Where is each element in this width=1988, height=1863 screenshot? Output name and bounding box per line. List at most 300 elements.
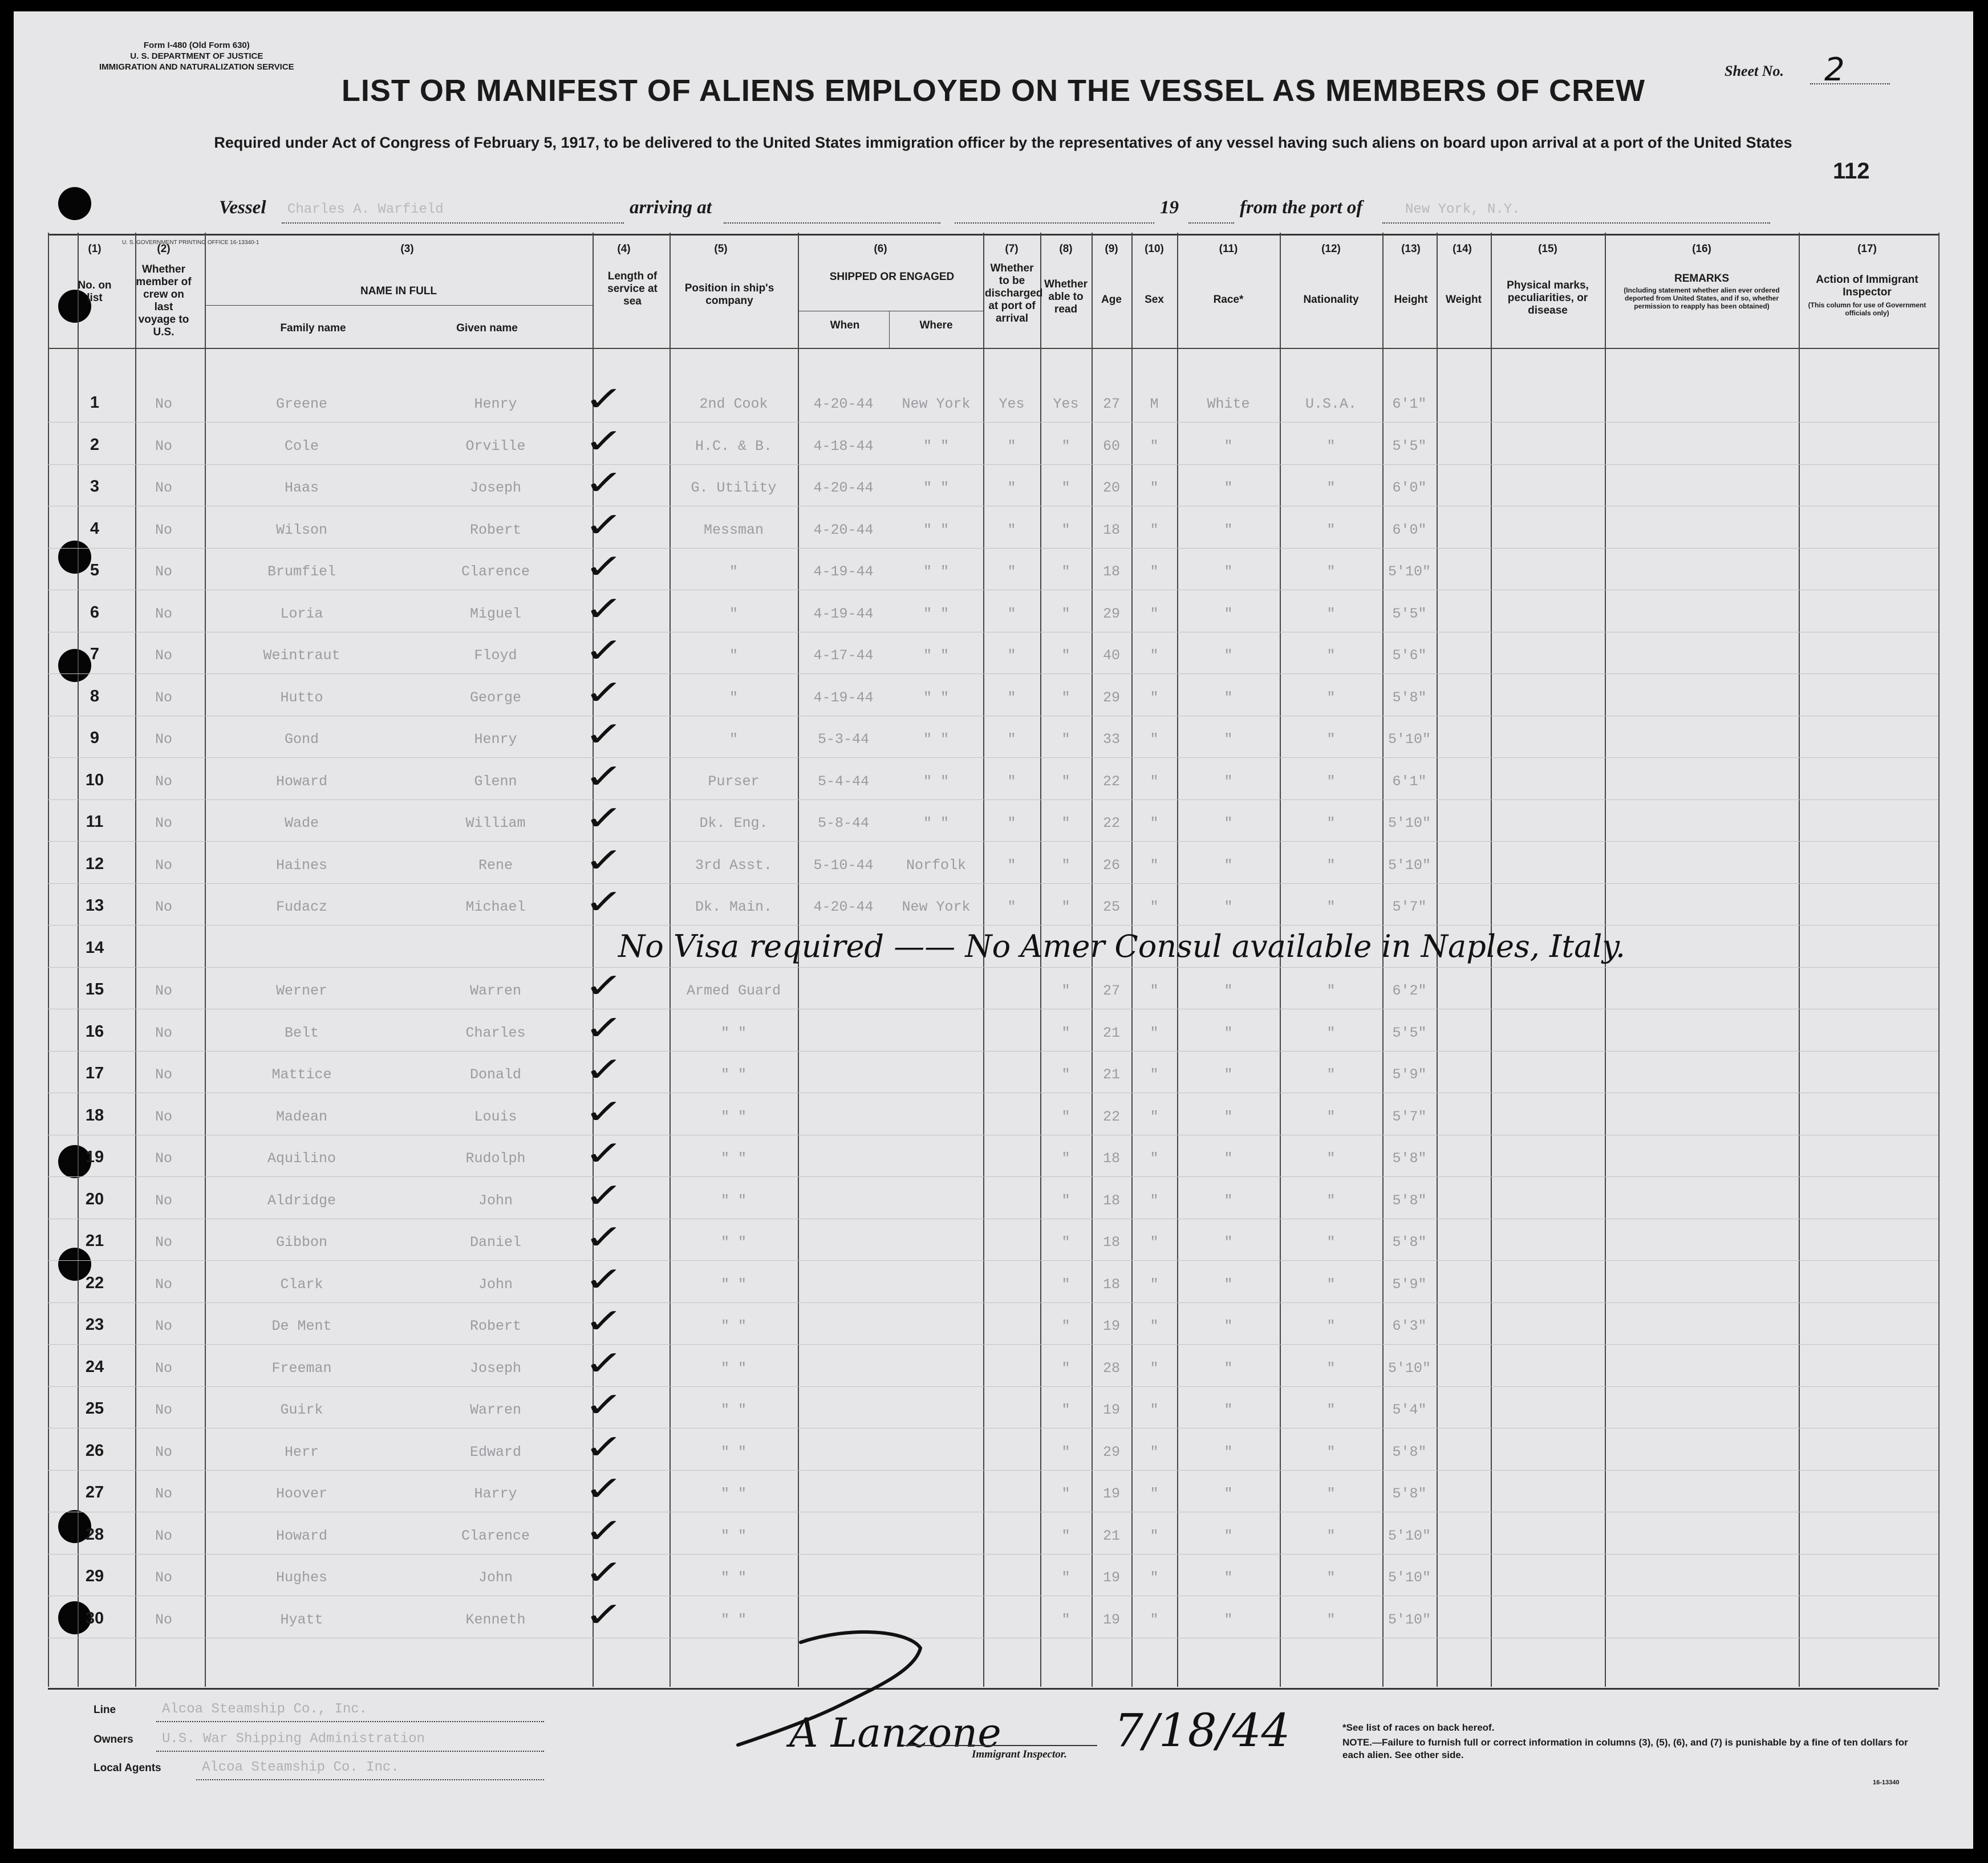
row-number: 9	[90, 729, 100, 747]
family-name-cell: Greene	[275, 396, 327, 412]
header-sex: Sex	[1145, 294, 1164, 306]
form-subtitle: Required under Act of Congress of February 5, 1917, to be delivered to the United States immigration officer by the representatives of any vessel having such aliens on board upon arrival at a port of the United States	[214, 134, 1792, 151]
nationality-cell: U.S.A.	[1305, 396, 1357, 412]
header-discharged: Whether to be discharged at port of arrival	[985, 262, 1043, 324]
header-when: When	[830, 319, 860, 331]
sex-cell: "	[1150, 1402, 1159, 1418]
arrival-date-line	[955, 222, 1154, 224]
height-cell: 5'8"	[1392, 689, 1427, 706]
nationality-cell: "	[1326, 437, 1336, 454]
race-cell: "	[1224, 1527, 1233, 1544]
discharged-cell: "	[1007, 563, 1016, 580]
last-voyage-cell: No	[155, 857, 172, 874]
sex-cell: "	[1150, 480, 1159, 496]
row-number: 8	[90, 687, 100, 705]
row-number: 28	[85, 1525, 104, 1544]
family-name-cell: Hughes	[275, 1569, 327, 1586]
height-cell: 5'5"	[1392, 605, 1427, 622]
discharged-cell: "	[1007, 480, 1016, 496]
line-value: Alcoa Steamship Co., Inc.	[162, 1702, 368, 1717]
sex-cell: "	[1150, 647, 1159, 664]
race-cell: "	[1224, 1402, 1233, 1418]
age-cell: 33	[1102, 731, 1120, 748]
shipped-when-cell: 4-18-44	[813, 437, 874, 454]
header-height: Height	[1394, 294, 1428, 306]
given-name-cell: Henry	[474, 396, 517, 412]
service-check-mark: ✓	[583, 1385, 624, 1425]
row-number: 3	[90, 477, 100, 496]
able-to-read-cell: "	[1061, 983, 1070, 999]
nationality-cell: "	[1326, 647, 1336, 664]
local-agents-label: Local Agents	[94, 1762, 161, 1774]
able-to-read-cell: "	[1061, 773, 1070, 790]
row-number: 24	[85, 1357, 104, 1376]
header-family-name: Family name	[280, 322, 346, 334]
race-cell: "	[1224, 480, 1233, 496]
header-length-of-service: Length of service at sea	[607, 270, 658, 307]
row-rule	[48, 757, 1938, 758]
shipped-where-cell: " "	[923, 647, 949, 664]
discharged-cell: "	[1007, 437, 1016, 454]
from-port-label: from the port of	[1240, 197, 1363, 218]
header-shipped-or-engaged: SHIPPED OR ENGAGED	[829, 271, 955, 283]
row-rule	[48, 673, 1938, 674]
sex-cell: "	[1150, 1234, 1159, 1251]
sex-cell: "	[1150, 605, 1159, 622]
discharged-cell: "	[1007, 605, 1016, 622]
race-cell: "	[1224, 1443, 1233, 1460]
service-check-mark: ✓	[583, 882, 624, 922]
line-underline	[156, 1721, 544, 1722]
shipped-when-cell: 4-20-44	[813, 899, 874, 915]
col-2-number: (2)	[157, 243, 171, 255]
height-cell: 6'0"	[1392, 521, 1427, 538]
position-cell: 2nd Cook	[699, 396, 768, 412]
row-number: 14	[85, 938, 104, 957]
row-number: 6	[90, 603, 100, 622]
able-to-read-cell: "	[1061, 605, 1070, 622]
age-cell: 19	[1102, 1611, 1120, 1628]
able-to-read-cell: "	[1061, 1192, 1070, 1209]
from-port-line	[1382, 222, 1770, 224]
last-voyage-cell: No	[155, 396, 172, 412]
position-cell: " "	[720, 1527, 746, 1544]
service-check-mark: ✓	[583, 1511, 624, 1551]
age-cell: 20	[1102, 480, 1120, 496]
shipped-where-cell: " "	[923, 731, 949, 748]
last-voyage-cell: No	[155, 1527, 172, 1544]
col-5-number: (5)	[714, 243, 728, 255]
position-cell: " "	[720, 1234, 746, 1251]
header-inspector-action: Action of Immigrant Inspector	[1816, 274, 1918, 298]
sex-cell: "	[1150, 1276, 1159, 1293]
age-cell: 29	[1102, 1443, 1120, 1460]
position-cell: Dk. Eng.	[699, 815, 768, 831]
service-check-mark: ✓	[583, 505, 624, 545]
height-cell: 5'10"	[1387, 1611, 1431, 1628]
service-check-mark: ✓	[583, 1427, 624, 1467]
row-number: 19	[85, 1148, 104, 1166]
nationality-cell: "	[1326, 731, 1336, 748]
service-check-mark: ✓	[583, 966, 624, 1006]
row-number: 16	[85, 1022, 104, 1041]
last-voyage-cell: No	[155, 1402, 172, 1418]
able-to-read-cell: "	[1061, 1443, 1070, 1460]
row-number: 7	[90, 645, 100, 663]
header-remarks-note: (Including statement whether alien ever ordered deported from United States, and if so, whether permission to reapply has been obtained)	[1624, 286, 1780, 310]
family-name-cell: Aldridge	[267, 1192, 336, 1209]
discharged-cell: "	[1007, 815, 1016, 831]
family-name-cell: Clark	[280, 1276, 323, 1293]
height-cell: 5'10"	[1387, 1527, 1431, 1544]
handwritten-visa-note: No Visa required —— No Amer Consul available in Naples, Italy.	[618, 928, 1626, 964]
nationality-cell: "	[1326, 1066, 1336, 1083]
service-check-mark: ✓	[583, 798, 624, 838]
discharged-cell: "	[1007, 731, 1016, 748]
col-11-number: (11)	[1219, 243, 1238, 255]
able-to-read-cell: "	[1061, 1066, 1070, 1083]
age-cell: 22	[1102, 815, 1120, 831]
form-code: 16-13340	[1873, 1779, 1900, 1786]
shipped-where-cell: " "	[923, 815, 949, 831]
form-title: LIST OR MANIFEST OF ALIENS EMPLOYED ON THE VESSEL AS MEMBERS OF CREW	[341, 74, 1646, 108]
age-cell: 29	[1102, 605, 1120, 622]
age-cell: 22	[1102, 773, 1120, 790]
shipped-when-cell: 4-19-44	[813, 689, 874, 706]
races-note: *See list of races on back hereof.	[1342, 1722, 1495, 1733]
service-check-mark: ✓	[583, 1217, 624, 1257]
able-to-read-cell: "	[1061, 1402, 1070, 1418]
nationality-cell: "	[1326, 1318, 1336, 1334]
able-to-read-cell: "	[1061, 1234, 1070, 1251]
discharged-cell: "	[1007, 689, 1016, 706]
last-voyage-cell: No	[155, 689, 172, 706]
local-agents-underline	[196, 1779, 544, 1780]
discharged-cell: "	[1007, 857, 1016, 874]
vessel-name-line	[282, 222, 624, 224]
shipped-where-cell: " "	[923, 689, 949, 706]
discharged-cell: Yes	[999, 396, 1025, 412]
inspector-signature: A Lanzone	[789, 1710, 1001, 1756]
height-cell: 6'1"	[1392, 396, 1427, 412]
row-number: 23	[85, 1316, 104, 1334]
last-voyage-cell: No	[155, 1276, 172, 1293]
row-number: 17	[85, 1064, 104, 1082]
last-voyage-cell: No	[155, 1150, 172, 1167]
family-name-cell: Hutto	[280, 689, 323, 706]
handwritten-date: 7/18/44	[1114, 1704, 1291, 1757]
shipped-where-cell: " "	[923, 605, 949, 622]
family-name-cell: Aquilino	[267, 1150, 336, 1167]
service-check-mark: ✓	[583, 1008, 624, 1048]
family-name-cell: Hyatt	[280, 1611, 323, 1628]
header-name-in-full: NAME IN FULL	[360, 285, 437, 297]
height-cell: 5'10"	[1387, 1359, 1431, 1377]
last-voyage-cell: No	[155, 1359, 172, 1377]
age-cell: 18	[1102, 563, 1120, 580]
last-voyage-cell: No	[155, 480, 172, 496]
height-cell: 5'7"	[1392, 1108, 1427, 1125]
able-to-read-cell: "	[1061, 480, 1070, 496]
row-rule	[48, 1344, 1938, 1345]
row-rule	[48, 883, 1938, 884]
family-name-cell: Haines	[275, 857, 327, 874]
sex-cell: "	[1150, 1192, 1159, 1209]
race-cell: "	[1224, 521, 1233, 538]
able-to-read-cell: "	[1061, 1318, 1070, 1334]
given-name-cell: Joseph	[469, 480, 521, 496]
position-cell: G. Utility	[691, 480, 777, 496]
family-name-cell: De Ment	[271, 1318, 332, 1334]
col-7-number: (7)	[1005, 243, 1019, 255]
sex-cell: "	[1150, 1066, 1159, 1083]
able-to-read-cell: "	[1061, 1527, 1070, 1544]
shipped-subheader-divider	[798, 311, 799, 348]
position-cell: "	[729, 563, 738, 580]
race-cell: "	[1224, 899, 1233, 915]
given-name-cell: John	[478, 1192, 513, 1209]
shipped-when-cell: 4-19-44	[813, 605, 874, 622]
shipped-when-cell: 4-20-44	[813, 521, 874, 538]
given-name-cell: William	[465, 815, 526, 831]
header-given-name: Given name	[456, 322, 518, 334]
family-name-cell: Cole	[284, 437, 319, 454]
service-check-mark: ✓	[583, 588, 624, 629]
nationality-cell: "	[1326, 1527, 1336, 1544]
able-to-read-cell: Yes	[1053, 396, 1079, 412]
header-bottom-border	[48, 348, 1938, 349]
nationality-cell: "	[1326, 563, 1336, 580]
row-rule	[48, 925, 1938, 926]
age-cell: 27	[1102, 983, 1120, 999]
position-cell: " "	[720, 1276, 746, 1293]
last-voyage-cell: No	[155, 1234, 172, 1251]
nationality-cell: "	[1326, 689, 1336, 706]
position-cell: Armed Guard	[686, 983, 781, 999]
family-name-cell: Werner	[275, 983, 327, 999]
sex-cell: M	[1150, 396, 1159, 412]
sex-cell: "	[1150, 563, 1159, 580]
shipped-where-cell: " "	[923, 480, 949, 496]
able-to-read-cell: "	[1061, 899, 1070, 915]
row-number: 4	[90, 519, 100, 538]
race-cell: "	[1224, 1192, 1233, 1209]
row-number: 18	[85, 1106, 104, 1125]
last-voyage-cell: No	[155, 605, 172, 622]
race-cell: "	[1224, 1485, 1233, 1502]
shipped-where-cell: " "	[923, 563, 949, 580]
family-name-cell: Freeman	[271, 1359, 332, 1377]
last-voyage-cell: No	[155, 815, 172, 831]
nationality-cell: "	[1326, 1443, 1336, 1460]
row-number: 2	[90, 435, 100, 454]
age-cell: 18	[1102, 1234, 1120, 1251]
race-cell: "	[1224, 1150, 1233, 1167]
row-number: 27	[85, 1483, 104, 1501]
owners-value: U.S. War Shipping Administration	[162, 1731, 425, 1747]
nationality-cell: "	[1326, 1359, 1336, 1377]
sex-cell: "	[1150, 1611, 1159, 1628]
col-16-number: (16)	[1692, 243, 1711, 255]
family-name-cell: Howard	[275, 773, 327, 790]
age-cell: 18	[1102, 521, 1120, 538]
given-name-cell: George	[469, 689, 521, 706]
row-rule	[48, 548, 1938, 549]
form-number: Form I-480 (Old Form 630)	[143, 40, 250, 50]
family-name-cell: Wade	[284, 815, 319, 831]
able-to-read-cell: "	[1061, 647, 1070, 664]
nationality-cell: "	[1326, 1402, 1336, 1418]
age-cell: 19	[1102, 1569, 1120, 1586]
height-cell: 5'7"	[1392, 899, 1427, 915]
shipped-when-cell: 4-19-44	[813, 563, 874, 580]
service-check-mark: ✓	[583, 715, 624, 754]
family-name-cell: Haas	[284, 480, 319, 496]
service-check-mark: ✓	[583, 463, 624, 503]
row-number: 13	[85, 896, 104, 915]
height-cell: 5'4"	[1392, 1402, 1427, 1418]
age-cell: 19	[1102, 1318, 1120, 1334]
race-cell: "	[1224, 1234, 1233, 1251]
discharged-cell: "	[1007, 521, 1016, 538]
nationality-cell: "	[1326, 1611, 1336, 1628]
given-name-cell: Louis	[474, 1108, 517, 1125]
sex-cell: "	[1150, 1359, 1159, 1377]
service-check-mark: ✓	[583, 1301, 624, 1341]
race-cell: "	[1224, 1024, 1233, 1041]
last-voyage-cell: No	[155, 647, 172, 664]
race-cell: "	[1224, 1359, 1233, 1377]
given-name-cell: Rudolph	[465, 1150, 526, 1167]
col-14-number: (14)	[1453, 243, 1472, 255]
last-voyage-cell: No	[155, 437, 172, 454]
service-check-mark: ✓	[583, 672, 624, 713]
sheet-number: 2	[1824, 51, 1845, 88]
height-cell: 5'6"	[1392, 647, 1427, 664]
row-number: 25	[85, 1399, 104, 1418]
sex-cell: "	[1150, 983, 1159, 999]
given-name-cell: Glenn	[474, 773, 517, 790]
able-to-read-cell: "	[1061, 437, 1070, 454]
from-port-value: New York, N.Y.	[1405, 202, 1520, 217]
vessel-label: Vessel	[219, 197, 266, 218]
able-to-read-cell: "	[1061, 857, 1070, 874]
row-rule	[48, 422, 1938, 423]
given-name-cell: Joseph	[469, 1359, 521, 1377]
race-cell: "	[1224, 437, 1233, 454]
sex-cell: "	[1150, 1443, 1159, 1460]
race-cell: "	[1224, 1318, 1233, 1334]
race-cell: "	[1224, 1569, 1233, 1586]
age-cell: 18	[1102, 1192, 1120, 1209]
line-label: Line	[94, 1704, 116, 1716]
height-cell: 5'8"	[1392, 1150, 1427, 1167]
sex-cell: "	[1150, 1569, 1159, 1586]
position-cell: " "	[720, 1192, 746, 1209]
position-cell: Purser	[708, 773, 760, 790]
column-rule	[48, 233, 49, 1687]
col-9-number: (9)	[1105, 243, 1118, 255]
family-name-cell: Mattice	[271, 1066, 332, 1083]
nationality-cell: "	[1326, 1569, 1336, 1586]
height-cell: 5'9"	[1392, 1066, 1427, 1083]
race-cell: "	[1224, 689, 1233, 706]
height-cell: 5'10"	[1387, 1569, 1431, 1586]
row-rule	[48, 1302, 1938, 1303]
given-name-cell: Orville	[465, 437, 526, 454]
last-voyage-cell: No	[155, 1569, 172, 1586]
arriving-at-line	[724, 222, 940, 224]
family-name-cell: Weintraut	[263, 647, 340, 664]
sex-cell: "	[1150, 857, 1159, 874]
given-name-cell: John	[478, 1276, 513, 1293]
col-6-number: (6)	[874, 243, 887, 255]
race-cell: "	[1224, 1611, 1233, 1628]
sex-cell: "	[1150, 773, 1159, 790]
height-cell: 5'8"	[1392, 1234, 1427, 1251]
row-rule	[48, 1051, 1938, 1052]
age-cell: 29	[1102, 689, 1120, 706]
given-name-cell: Harry	[474, 1485, 517, 1502]
height-cell: 6'1"	[1392, 773, 1427, 790]
race-cell: "	[1224, 731, 1233, 748]
height-cell: 5'9"	[1392, 1276, 1427, 1293]
sex-cell: "	[1150, 1485, 1159, 1502]
able-to-read-cell: "	[1061, 815, 1070, 831]
row-number: 29	[85, 1567, 104, 1585]
given-name-cell: Edward	[469, 1443, 521, 1460]
given-name-cell: Clarence	[461, 563, 530, 580]
header-weight: Weight	[1446, 294, 1482, 306]
shipped-where-cell: " "	[923, 773, 949, 790]
last-voyage-cell: No	[155, 899, 172, 915]
able-to-read-cell: "	[1061, 1276, 1070, 1293]
able-to-read-cell: "	[1061, 1150, 1070, 1167]
race-cell: "	[1224, 1066, 1233, 1083]
race-cell: "	[1224, 605, 1233, 622]
department: U. S. DEPARTMENT OF JUSTICE	[130, 51, 263, 61]
family-name-cell: Belt	[284, 1024, 319, 1041]
position-cell: " "	[720, 1066, 746, 1083]
row-rule	[48, 1470, 1938, 1471]
race-cell: "	[1224, 815, 1233, 831]
header-where: Where	[919, 319, 953, 331]
shipped-when-cell: 4-20-44	[813, 480, 874, 496]
header-remarks: REMARKS	[1674, 273, 1730, 285]
row-number: 12	[85, 854, 104, 873]
row-number: 11	[86, 813, 104, 831]
service-check-mark: ✓	[583, 1134, 624, 1174]
last-voyage-cell: No	[155, 773, 172, 790]
inspector-signature-line	[903, 1745, 1097, 1746]
nationality-cell: "	[1326, 773, 1336, 790]
service-check-mark: ✓	[583, 421, 624, 461]
sex-cell: "	[1150, 1527, 1159, 1544]
age-cell: 21	[1102, 1527, 1120, 1544]
col-13-number: (13)	[1401, 243, 1421, 255]
shipped-when-cell: 5-4-44	[817, 773, 869, 790]
col-4-number: (4)	[617, 243, 631, 255]
age-cell: 27	[1102, 396, 1120, 412]
row-number: 5	[90, 561, 100, 579]
able-to-read-cell: "	[1061, 1359, 1070, 1377]
row-number: 21	[85, 1232, 104, 1250]
given-name-cell: Robert	[469, 521, 521, 538]
height-cell: 5'10"	[1387, 563, 1431, 580]
age-cell: 18	[1102, 1276, 1120, 1293]
last-voyage-cell: No	[155, 1108, 172, 1125]
family-name-cell: Gibbon	[275, 1234, 327, 1251]
